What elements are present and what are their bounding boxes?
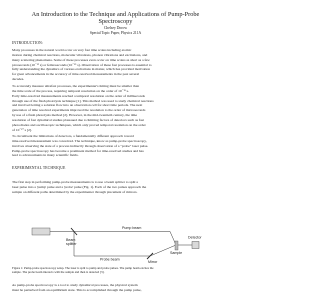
text-line: photodiodes and oscilloscopic techniques, which only proved temporal resolution on the order	[12, 122, 146, 127]
text-line: and involved letting a solution flow into an observation cell for short time periods. The next	[12, 103, 143, 108]
detector-label: Detector	[188, 235, 202, 240]
text-line: decades.	[12, 77, 25, 82]
text-line: sample on different paths determined by the experimenter through placement of mirrors.	[12, 189, 138, 194]
text-line: of 10⁻¹⁰ s [2].	[12, 127, 32, 132]
text-line: time-resolved measurement was conceived. The technique, know as pump-probe spectroscopy,	[12, 138, 147, 143]
author-name: Chelsey Dorow	[103, 26, 128, 30]
beam-splitter-label: Beam splitter	[66, 238, 77, 246]
experimental-paragraph-2	[12, 283, 219, 293]
pump-beam-label: Pump beam	[122, 226, 142, 230]
introduction-heading: INTRODUCTION:	[12, 41, 44, 45]
experimental-paragraph-1	[12, 180, 219, 195]
beam-splitter-element	[66, 228, 77, 246]
text-line: Early time-resolved measurements reached a temporal resolution on the order of milliseconds	[12, 93, 145, 98]
sample-label: Sample	[170, 251, 183, 255]
text-line: picoseconds (10⁻¹² s) or femtoseconds (10⁻¹⁵ s). Observation of these fast processes is essential to	[12, 62, 152, 67]
paper-title: An Introduction to the Technique and Applications of Pump-Probe Spectroscopy	[31, 11, 200, 25]
experimental-heading: EXPERIMENTAL TECHNIQUE	[12, 166, 66, 170]
text-line: To accurately measure ultrafast processes, the experimenter's timing must be smaller than	[12, 84, 140, 88]
text-line: through use of the flash photolysis technique [1]. This method was used to study chemical reactions	[12, 98, 154, 103]
text-line: lead to advancements in many scientific fields.	[12, 153, 79, 158]
intro-paragraph-1	[12, 48, 219, 82]
text-line: must be perturbed from an equilibrium state. This is accomplished through the pump pulse,	[12, 287, 142, 292]
text-line: Many processes in the natural world occur on very fast time scales including atomic	[12, 48, 132, 52]
sample-element	[170, 241, 182, 255]
caption-line: sample. The probe beam interacts with the sample and then is detected [3].	[12, 270, 105, 274]
text-line: The first step in performing pump-probe measurements is to use a beam splitter to split a	[12, 180, 138, 184]
laser-source	[32, 228, 50, 235]
text-line: generation of time resolved experiments improved the resolution to the order of microseconds	[12, 108, 146, 113]
text-line: laser pulse into a 'pump' pulse and a 'probe' pulse (Fig. 1). Each of the two pulses approach the	[12, 184, 147, 189]
text-line: fully understanding the dynamics of various excitations in matter, which has provided motivation	[12, 67, 151, 72]
pump-probe-setup-figure	[30, 224, 206, 264]
detector-element	[188, 236, 202, 249]
text-line: by use of a flash photolysis method [2]. However, in the mid-twentieth century, the time	[12, 113, 138, 118]
text-line: resolution of fast dynamical studies plateaued due to limiting factors of detectors such as fast	[12, 117, 144, 122]
text-line: Pump-probe spectroscopy has become a prominent method for time-resolved studies and has	[12, 148, 144, 153]
text-line: for great advancements in the accuracy of time-resolved measurements in the past several	[12, 72, 140, 77]
text-line: motion during chemical reactions, molecular vibrations, phonon vibrations and excitations, and	[12, 52, 148, 57]
text-line: involves observing the state of a process indirectly through observation of a "probe" laser pulse.	[12, 143, 149, 148]
intro-paragraph-3	[12, 134, 219, 158]
probe-beam-label: Probe beam	[100, 257, 120, 262]
text-line: As pump-probe spectroscopy is a tool to study dynamical processes, the physical system	[12, 283, 138, 287]
mirror-label: Mirror	[148, 260, 158, 264]
text-line: the time scale of the process, requiring temporal resolution on the order of 10⁻¹³ s.	[12, 88, 129, 93]
text-line: many scattering phenomena. Some of these processes even occur on time scales as short as a few	[12, 57, 150, 62]
caption-line: Figure 1: Pump-probe spectroscopy setup. The laser is split to pump and probe pulses. The pump beam excites the	[12, 267, 154, 270]
figure-caption	[12, 267, 219, 275]
intro-paragraph-2	[12, 84, 219, 132]
text-line: To circumvent the limitations of detectors, a fundamentally different approach toward	[12, 134, 134, 138]
affiliation: Special Topic Paper, Physics 211A	[89, 30, 142, 35]
